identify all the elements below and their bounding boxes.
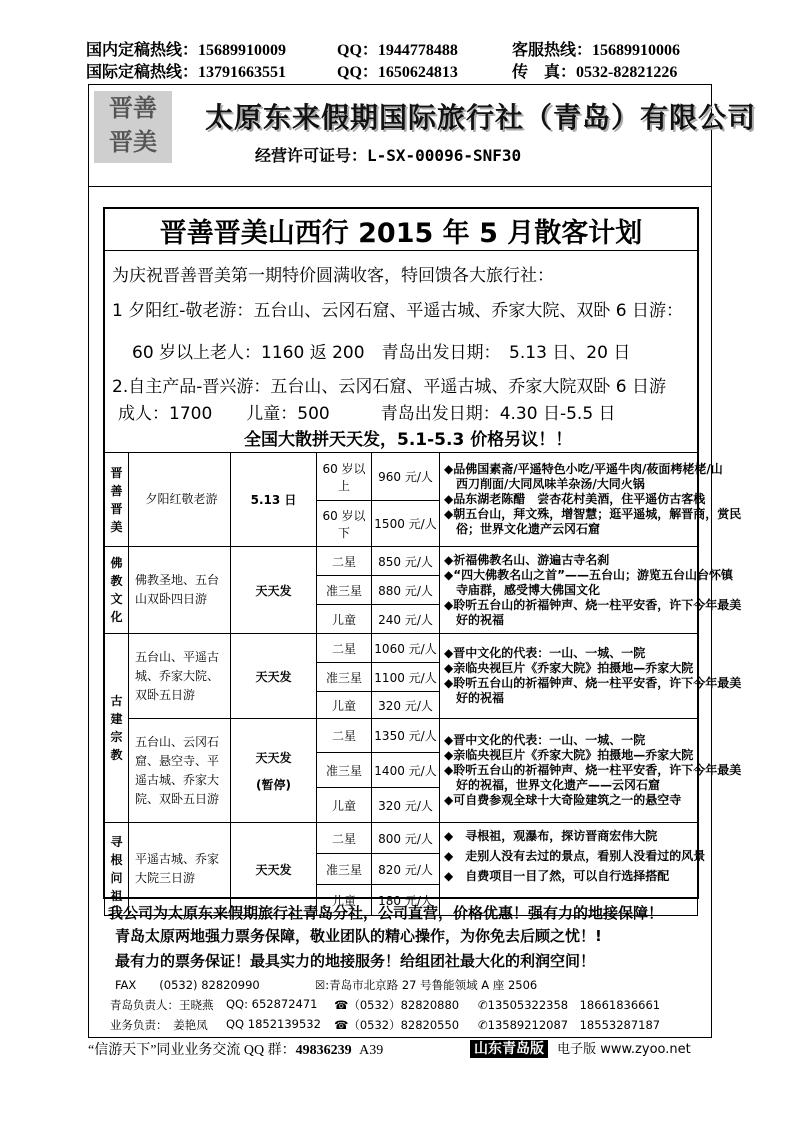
title-divider [103, 250, 699, 251]
tier-cell: 二星 [317, 719, 372, 753]
feature-line: ◆“四大佛教名山之首”——五台山；游览五台山台怀镇 [444, 567, 734, 582]
manager-phone: ☎（0532）82820880 [334, 998, 460, 1012]
feature-line: ◆品东湖老陈醋 尝杏花村美酒，住平遥仿古客栈 [444, 492, 706, 506]
qq-number-2: QQ：1650624813 [337, 64, 458, 81]
feature-line: ◆聆听五台山的祈福钟声、烧一柱平安香，许下今年最美 [444, 676, 742, 690]
feature-line: ◆祈福佛教名山、游遍古寺名刹 [444, 552, 610, 567]
qq-group-label: “信游天下”同业业务交流 QQ 群： [88, 1043, 296, 1058]
footer-right [470, 1038, 691, 1058]
offer-2-note: 全国大散拼天天发，5.1-5.3 价格另议！！ [244, 430, 573, 450]
offer-2-title: 2.自主产品-晋兴游：五台山、云冈石窟、平遥古城、乔家大院双卧 6 日游 [112, 377, 666, 397]
tier-cell: 儿童 [317, 605, 372, 634]
route-cell: 五台山、平遥古城、乔家大院、双卧五日游 [129, 634, 231, 719]
feature-line: ◆亲临央视巨片《乔家大院》拍摄地—乔家大院 [444, 661, 694, 675]
offer-2-price: 成人：1700 儿童：500 青岛出发日期：4.30 日-5.5 日 [118, 404, 616, 424]
feature-line: 寺庙群，感受博大佛国文化 [456, 582, 601, 597]
qq-group-number: 49836239 [295, 1043, 352, 1058]
offer-1-title: 1 夕阳红-敬老游：五台山、云冈石窟、平遥古城、乔家大院、双卧 6 日游： [112, 301, 683, 321]
plan-intro: 为庆祝晋善晋美第一期特价圆满收客，特回馈各大旅行社： [112, 266, 554, 286]
feature-line: ◆晋中文化的代表：一山、一城、一院 [444, 646, 646, 660]
biz-phone: ☎（0532）82820550 [334, 1018, 460, 1032]
paused-note: (暂停) [256, 777, 291, 792]
itinerary-table [104, 452, 742, 916]
departure-cell: 天天发 [231, 823, 317, 916]
feature-line: 西刀削面/大同凤味羊杂汤/大同火锅 [456, 477, 645, 491]
price-cell: 1350 元/人 [372, 719, 440, 753]
feature-line: ◆ 走别人没有去过的景点，看别人没看过的风景 [444, 849, 706, 863]
promo-line-2: 青岛太原两地强力票务保障，敬业团队的精心操作，为你免去后顾之忧！! [115, 927, 602, 945]
tier-cell: 准三星 [317, 576, 372, 605]
price-cell: 800 元/人 [372, 823, 440, 854]
feature-line: 好的祝福，世界文化遗产——云冈石窟 [456, 778, 661, 792]
logo-line-2: 晋美 [109, 127, 157, 156]
domestic-hotline: 国内定稿热线：15689910009 [86, 42, 287, 59]
tier-cell: 60 岁以下 [317, 501, 372, 547]
website-link[interactable]: 电子版 www.zyoo.net [557, 1042, 691, 1057]
feature-line: ◆亲临央视巨片《乔家大院》拍摄地—乔家大院 [444, 748, 694, 762]
features-cell [440, 719, 742, 823]
route-cell: 五台山、云冈石窟、悬空寺、平遥古城、乔家大院、双卧五日游 [129, 719, 231, 823]
brand-logo [94, 91, 172, 163]
plan-title: 晋善晋美山西行 2015 年 5 月散客计划 [159, 218, 643, 249]
manager-name: 青岛负责人：王晓燕 [110, 998, 214, 1012]
intl-hotline: 国际定稿热线：13791663551 [86, 64, 287, 81]
page-number: A39 [359, 1043, 384, 1058]
fax-contact: FAX (0532) 82820990 [115, 978, 260, 992]
service-hotline: 客服热线：15689910006 [512, 42, 681, 59]
departure-text: 天天发 [255, 750, 292, 765]
price-cell: 180 元/人 [372, 885, 440, 916]
feature-line: ◆ 寻根祖，观瀑布，探访晋商宏伟大院 [444, 829, 658, 843]
tier-cell: 准三星 [317, 663, 372, 692]
price-cell: 880 元/人 [372, 576, 440, 605]
license-number: 经营许可证号：L-SX-00096-SNF30 [255, 146, 522, 165]
biz-name: 业务负责： 姜艳凤 [110, 1018, 208, 1032]
tier-cell: 准三星 [317, 753, 372, 788]
price-cell: 850 元/人 [372, 547, 440, 576]
price-cell: 240 元/人 [372, 605, 440, 634]
tier-cell: 准三星 [317, 854, 372, 885]
offer-1-price: 60 岁以上老人：1160 返 200 青岛出发日期： 5.13 日、20 日 [132, 343, 631, 363]
biz-qq: QQ 1852139532 [226, 1017, 321, 1031]
route-cell: 佛教圣地、五台山双卧四日游 [129, 547, 231, 634]
feature-line: ◆品佛国素斋/平遥特色小吃/平遥牛肉/莜面栲栳栳/山 [444, 462, 723, 476]
features-cell [440, 453, 742, 547]
tier-cell: 二星 [317, 547, 372, 576]
table-row [105, 823, 698, 854]
table-row [105, 547, 698, 576]
tier-cell: 60 岁以上 [317, 453, 372, 501]
category-cell: 佛教文化 [105, 547, 129, 634]
biz-mobile: ✆13589212087 18553287187 [478, 1018, 661, 1032]
price-cell: 1400 元/人 [372, 753, 440, 788]
route-cell: 夕阳红敬老游 [129, 453, 231, 547]
feature-line: ◆朝五台山，拜文殊，增智慧；逛平遥城，解晋商，赏民 [444, 507, 742, 521]
company-name: 太原东来假期国际旅行社（青岛）有限公司 [205, 101, 757, 134]
table-row [105, 453, 698, 501]
category-cell: 晋善晋美 [105, 453, 129, 547]
manager-qq: QQ: 652872471 [226, 997, 318, 1011]
edition-badge: 山东青岛版 [470, 1040, 548, 1058]
features-cell [440, 634, 742, 719]
fax-number: 传 真：0532-82821226 [512, 64, 678, 81]
departure-cell: 5.13 日 [231, 453, 317, 547]
price-cell: 1500 元/人 [372, 501, 440, 547]
departure-cell: 天天发 [231, 547, 317, 634]
manager-mobile: ✆13505322358 18661836661 [478, 998, 661, 1012]
price-cell: 820 元/人 [372, 854, 440, 885]
price-cell: 960 元/人 [372, 453, 440, 501]
feature-line: ◆ 自费项目一目了然，可以自行选择搭配 [444, 869, 670, 883]
feature-line: ◆可自费参观全球十大奇险建筑之一的悬空寺 [444, 793, 682, 807]
address: ☒:青岛市北京路 27 号鲁能领域 A 座 2506 [315, 978, 538, 992]
route-cell: 平遥古城、乔家大院三日游 [129, 823, 231, 916]
feature-line: 好的祝福 [456, 612, 505, 627]
tier-cell: 二星 [317, 634, 372, 663]
table-row [105, 634, 698, 663]
tier-cell: 儿童 [317, 692, 372, 719]
logo-line-1: 晋善 [109, 93, 157, 122]
qq-number-1: QQ：1944778488 [337, 42, 458, 59]
feature-line: 好的祝福 [456, 691, 505, 705]
tier-cell: 儿童 [317, 788, 372, 823]
departure-cell [231, 719, 317, 823]
departure-cell: 天天发 [231, 634, 317, 719]
features-cell [440, 547, 742, 634]
promo-line-3: 最有力的票务保证！最具实力的地接服务！给组团社最大化的利润空间！ [115, 952, 596, 970]
feature-line: ◆聆听五台山的祈福钟声、烧一柱平安香，许下今年最美 [444, 597, 742, 612]
feature-line: ◆晋中文化的代表：一山、一城、一院 [444, 733, 646, 747]
promo-line-1: 我公司为太原东来假期旅行社青岛分社，公司直营，价格优惠！强有力的地接保障！ [108, 904, 664, 922]
price-cell: 320 元/人 [372, 788, 440, 823]
category-cell: 古建宗教 [105, 634, 129, 823]
tier-cell: 儿童 [317, 885, 372, 916]
header-divider [88, 186, 712, 187]
table-row [105, 719, 698, 753]
footer-bar [88, 1039, 383, 1059]
price-cell: 320 元/人 [372, 692, 440, 719]
feature-line: ◆聆听五台山的祈福钟声、烧一柱平安香，许下今年最美 [444, 763, 742, 777]
feature-line: 俗；世界文化遗产云冈石窟 [456, 522, 601, 536]
price-cell: 1100 元/人 [372, 663, 440, 692]
tier-cell: 二星 [317, 823, 372, 854]
price-cell: 1060 元/人 [372, 634, 440, 663]
category-cell: 寻根问祖 [105, 823, 129, 916]
